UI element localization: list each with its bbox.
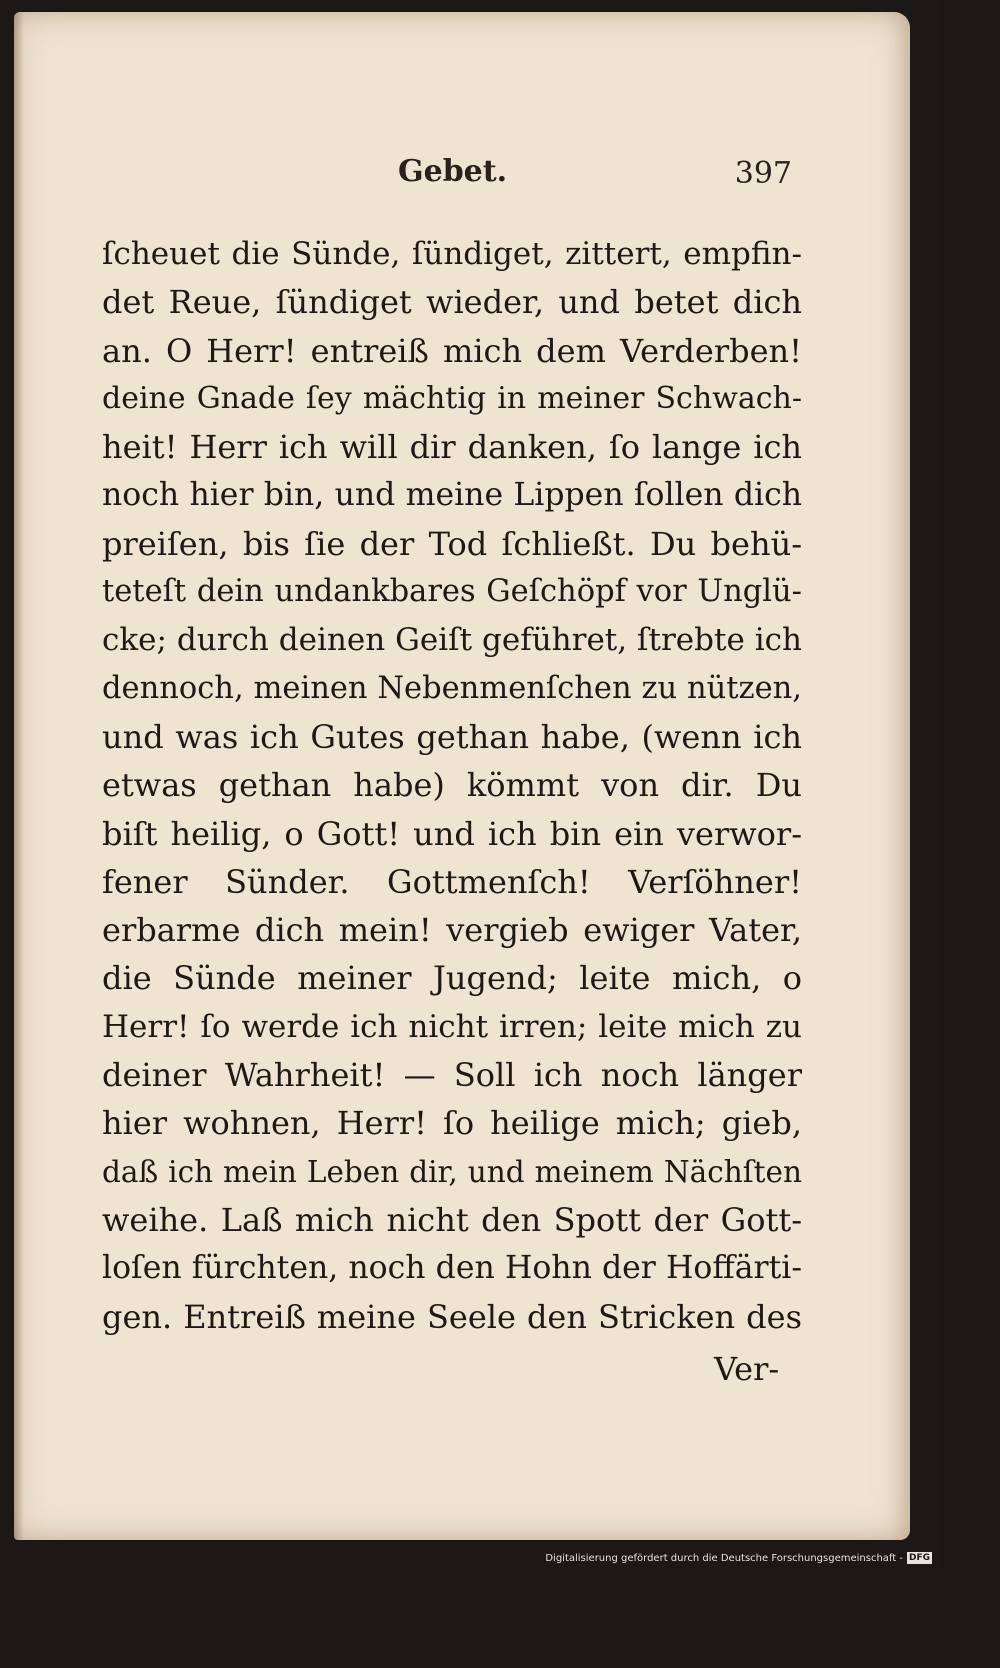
catchword: Ver- <box>714 1350 780 1388</box>
text-line: Herr! ſo werde ich nicht irren; leite mich zu <box>102 1008 802 1045</box>
text-line: teteſt dein undankbares Geſchöpf vor Unglü- <box>102 574 802 610</box>
text-line: erbarme dich mein! vergieb ewiger Vater, <box>102 911 802 950</box>
text-line: gen. Entreiß meine Seele den Stricken des <box>102 1297 802 1336</box>
credit-text: Digitalisierung gefördert durch die Deutsche Forschungsgemeinschaft - <box>545 1552 903 1564</box>
body-text <box>102 230 802 1341</box>
text-line: und was ich Gutes gethan habe, (wenn ich <box>102 717 802 756</box>
digitization-credit <box>545 1552 932 1564</box>
text-line: hier wohnen, Herr! ſo heilige mich; gieb, <box>102 1104 802 1143</box>
text-line: loſen fürchten, noch den Hohn der Hoffärti- <box>102 1250 802 1287</box>
text-line: noch hier bin, und meine Lippen ſollen dich <box>102 477 802 514</box>
text-line: die Sünde meiner Jugend; leite mich, o <box>102 959 802 998</box>
text-line: an. O Herr! entreiß mich dem Verderben! <box>102 331 802 370</box>
text-line: etwas gethan habe) kömmt von dir. Du <box>102 766 802 805</box>
text-line: cke; durch deinen Geiſt geführet, ſtrebte ich <box>102 622 802 659</box>
book-page <box>14 12 910 1540</box>
text-line: det Reue, ſündiget wieder, und betet dich <box>102 283 802 322</box>
dfg-logo: DFG <box>908 1553 930 1563</box>
page-number: 397 <box>734 156 792 191</box>
text-line: deine Gnade ſey mächtig in meiner Schwach- <box>102 380 802 416</box>
text-line: fener Sünder. Gottmenſch! Verſöhner! <box>102 862 802 901</box>
text-line: preiſen, bis ſie der Tod ſchließt. Du behü- <box>102 524 802 563</box>
text-line: biſt heilig, o Gott! und ich bin ein verwor- <box>102 814 802 853</box>
page-gutter-shadow <box>14 12 24 1540</box>
text-line: daß ich mein Leben dir, und meinem Nächſten <box>102 1154 802 1189</box>
page-header <box>14 154 910 202</box>
running-title: Gebet. <box>398 154 508 189</box>
text-line: heit! Herr ich will dir danken, ſo lange ich <box>102 428 802 467</box>
text-line: weihe. Laß mich nicht den Spott der Gott- <box>102 1200 802 1239</box>
text-line: ſcheuet die Sünde, ſündiget, zittert, empfin- <box>102 236 802 272</box>
text-line: deiner Wahrheit! — Soll ich noch länger <box>102 1056 802 1095</box>
text-line: dennoch, meinen Nebenmenſchen zu nützen, <box>102 670 802 706</box>
